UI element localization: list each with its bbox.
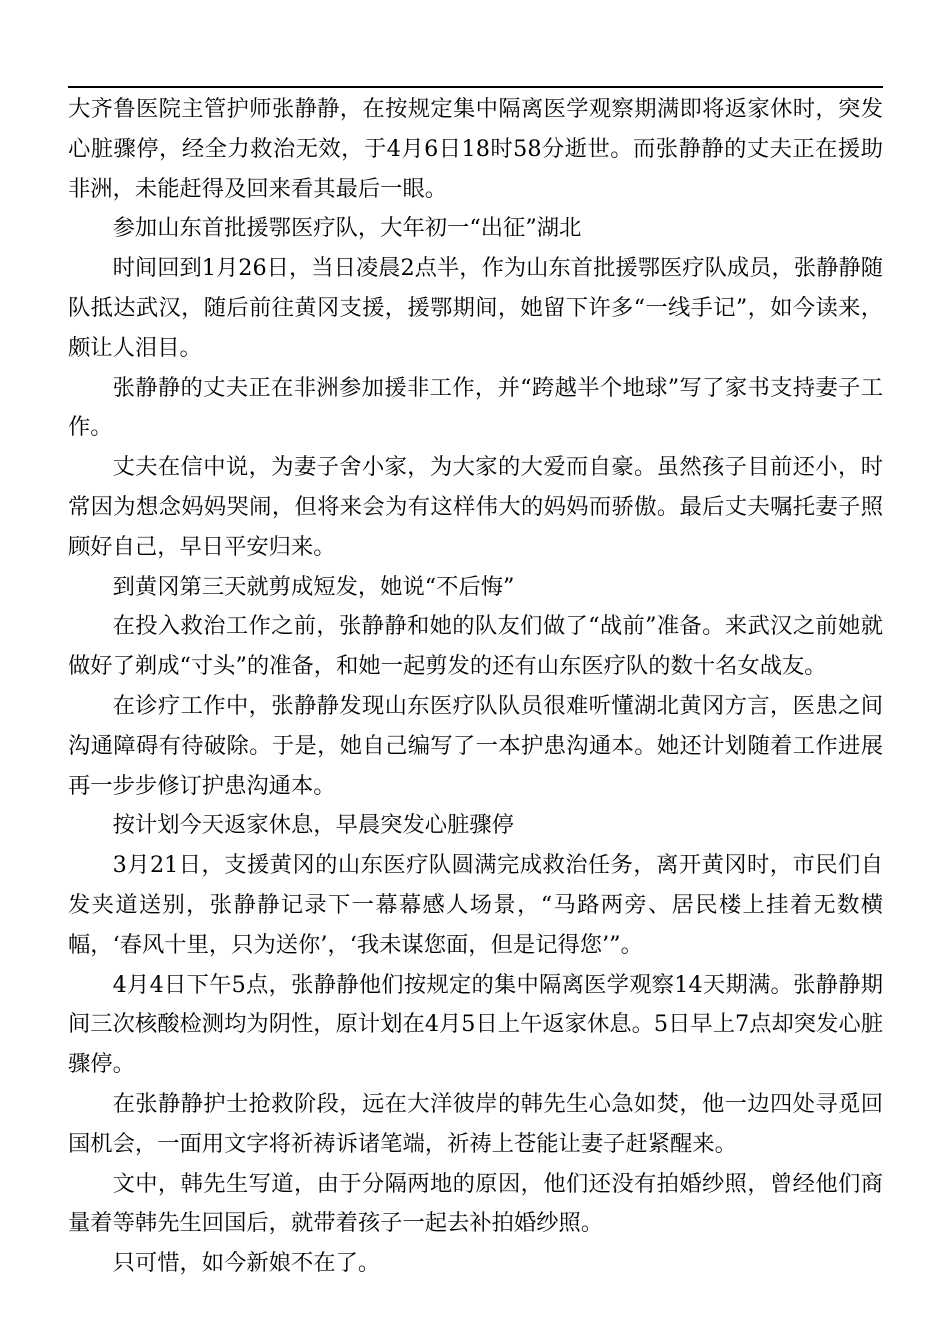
paragraph: 文中，韩先生写道，由于分隔两地的原因，他们还没有拍婚纱照，曾经他们商量着等韩先生回国后，就带着孩子一起去补拍婚纱照。 [68,1170,883,1237]
article-body [68,90,883,1284]
paragraph: 4月4日下午5点，张静静他们按规定的集中隔离医学观察14天期满。张静静期间三次核酸检测均为阴性，原计划在4月5日上午返家休息。5日早上7点却突发心脏骤停。 [68,971,883,1078]
paragraph: 时间回到1月26日，当日凌晨2点半，作为山东首批援鄂医疗队成员，张静静随队抵达武汉，随后前往黄冈支援，援鄂期间，她留下许多“一线手记”，如今读来，颇让人泪目。 [68,255,883,361]
paragraph: 丈夫在信中说，为妻子舍小家，为大家的大爱而自豪。虽然孩子目前还小，时常因为想念妈妈哭闹，但将来会为有这样伟大的妈妈而骄傲。最后丈夫嘱托妻子照顾好自己，早日平安归来。 [68,454,883,560]
paragraph: 在投入救治工作之前，张静静和她的队友们做了“战前”准备。来武汉之前她就做好了剃成“寸头”的准备，和她一起剪发的还有山东医疗队的数十名女战友。 [68,613,883,680]
paragraph: 在张静静护士抢救阶段，远在大洋彼岸的韩先生心急如焚，他一边四处寻觅回国机会，一面用文字将祈祷诉诸笔端，祈祷上苍能让妻子赶紧醒来。 [68,1090,883,1157]
paragraph: 只可惜，如今新娘不在了。 [112,1250,381,1277]
section-heading: 按计划今天返家休息，早晨突发心脏骤停 [112,812,514,839]
section-heading: 到黄冈第三天就剪成短发，她说“不后悔” [112,573,515,600]
paragraph: 3月21日，支援黄冈的山东医疗队圆满完成救治任务，离开黄冈时，市民们自发夹道送别，张静静记录下一幕幕感人场景，“马路两旁、居民楼上挂着无数横幅，‘春风十里，只为送你’，‘我未谋您面，但是记得您’”。 [68,852,883,958]
paragraph: 在诊疗工作中，张静静发现山东医疗队队员很难听懂湖北黄冈方言，医患之间沟通障碍有待破除。于是，她自己编写了一本护患沟通本。她还计划随着工作进展再一步步修订护患沟通本。 [68,692,883,799]
paragraph: 大齐鲁医院主管护师张静静，在按规定集中隔离医学观察期满即将返家休时，突发心脏骤停，经全力救治无效，于4月6日18时58分逝世。而张静静的丈夫正在援助非洲，未能赶得及回来看其最后一眼。 [68,96,883,202]
paragraph: 张静静的丈夫正在非洲参加援非工作，并“跨越半个地球”写了家书支持妻子工作。 [68,374,883,441]
section-heading: 参加山东首批援鄂医疗队，大年初一“出征”湖北 [112,215,582,242]
header-rule [68,86,883,88]
